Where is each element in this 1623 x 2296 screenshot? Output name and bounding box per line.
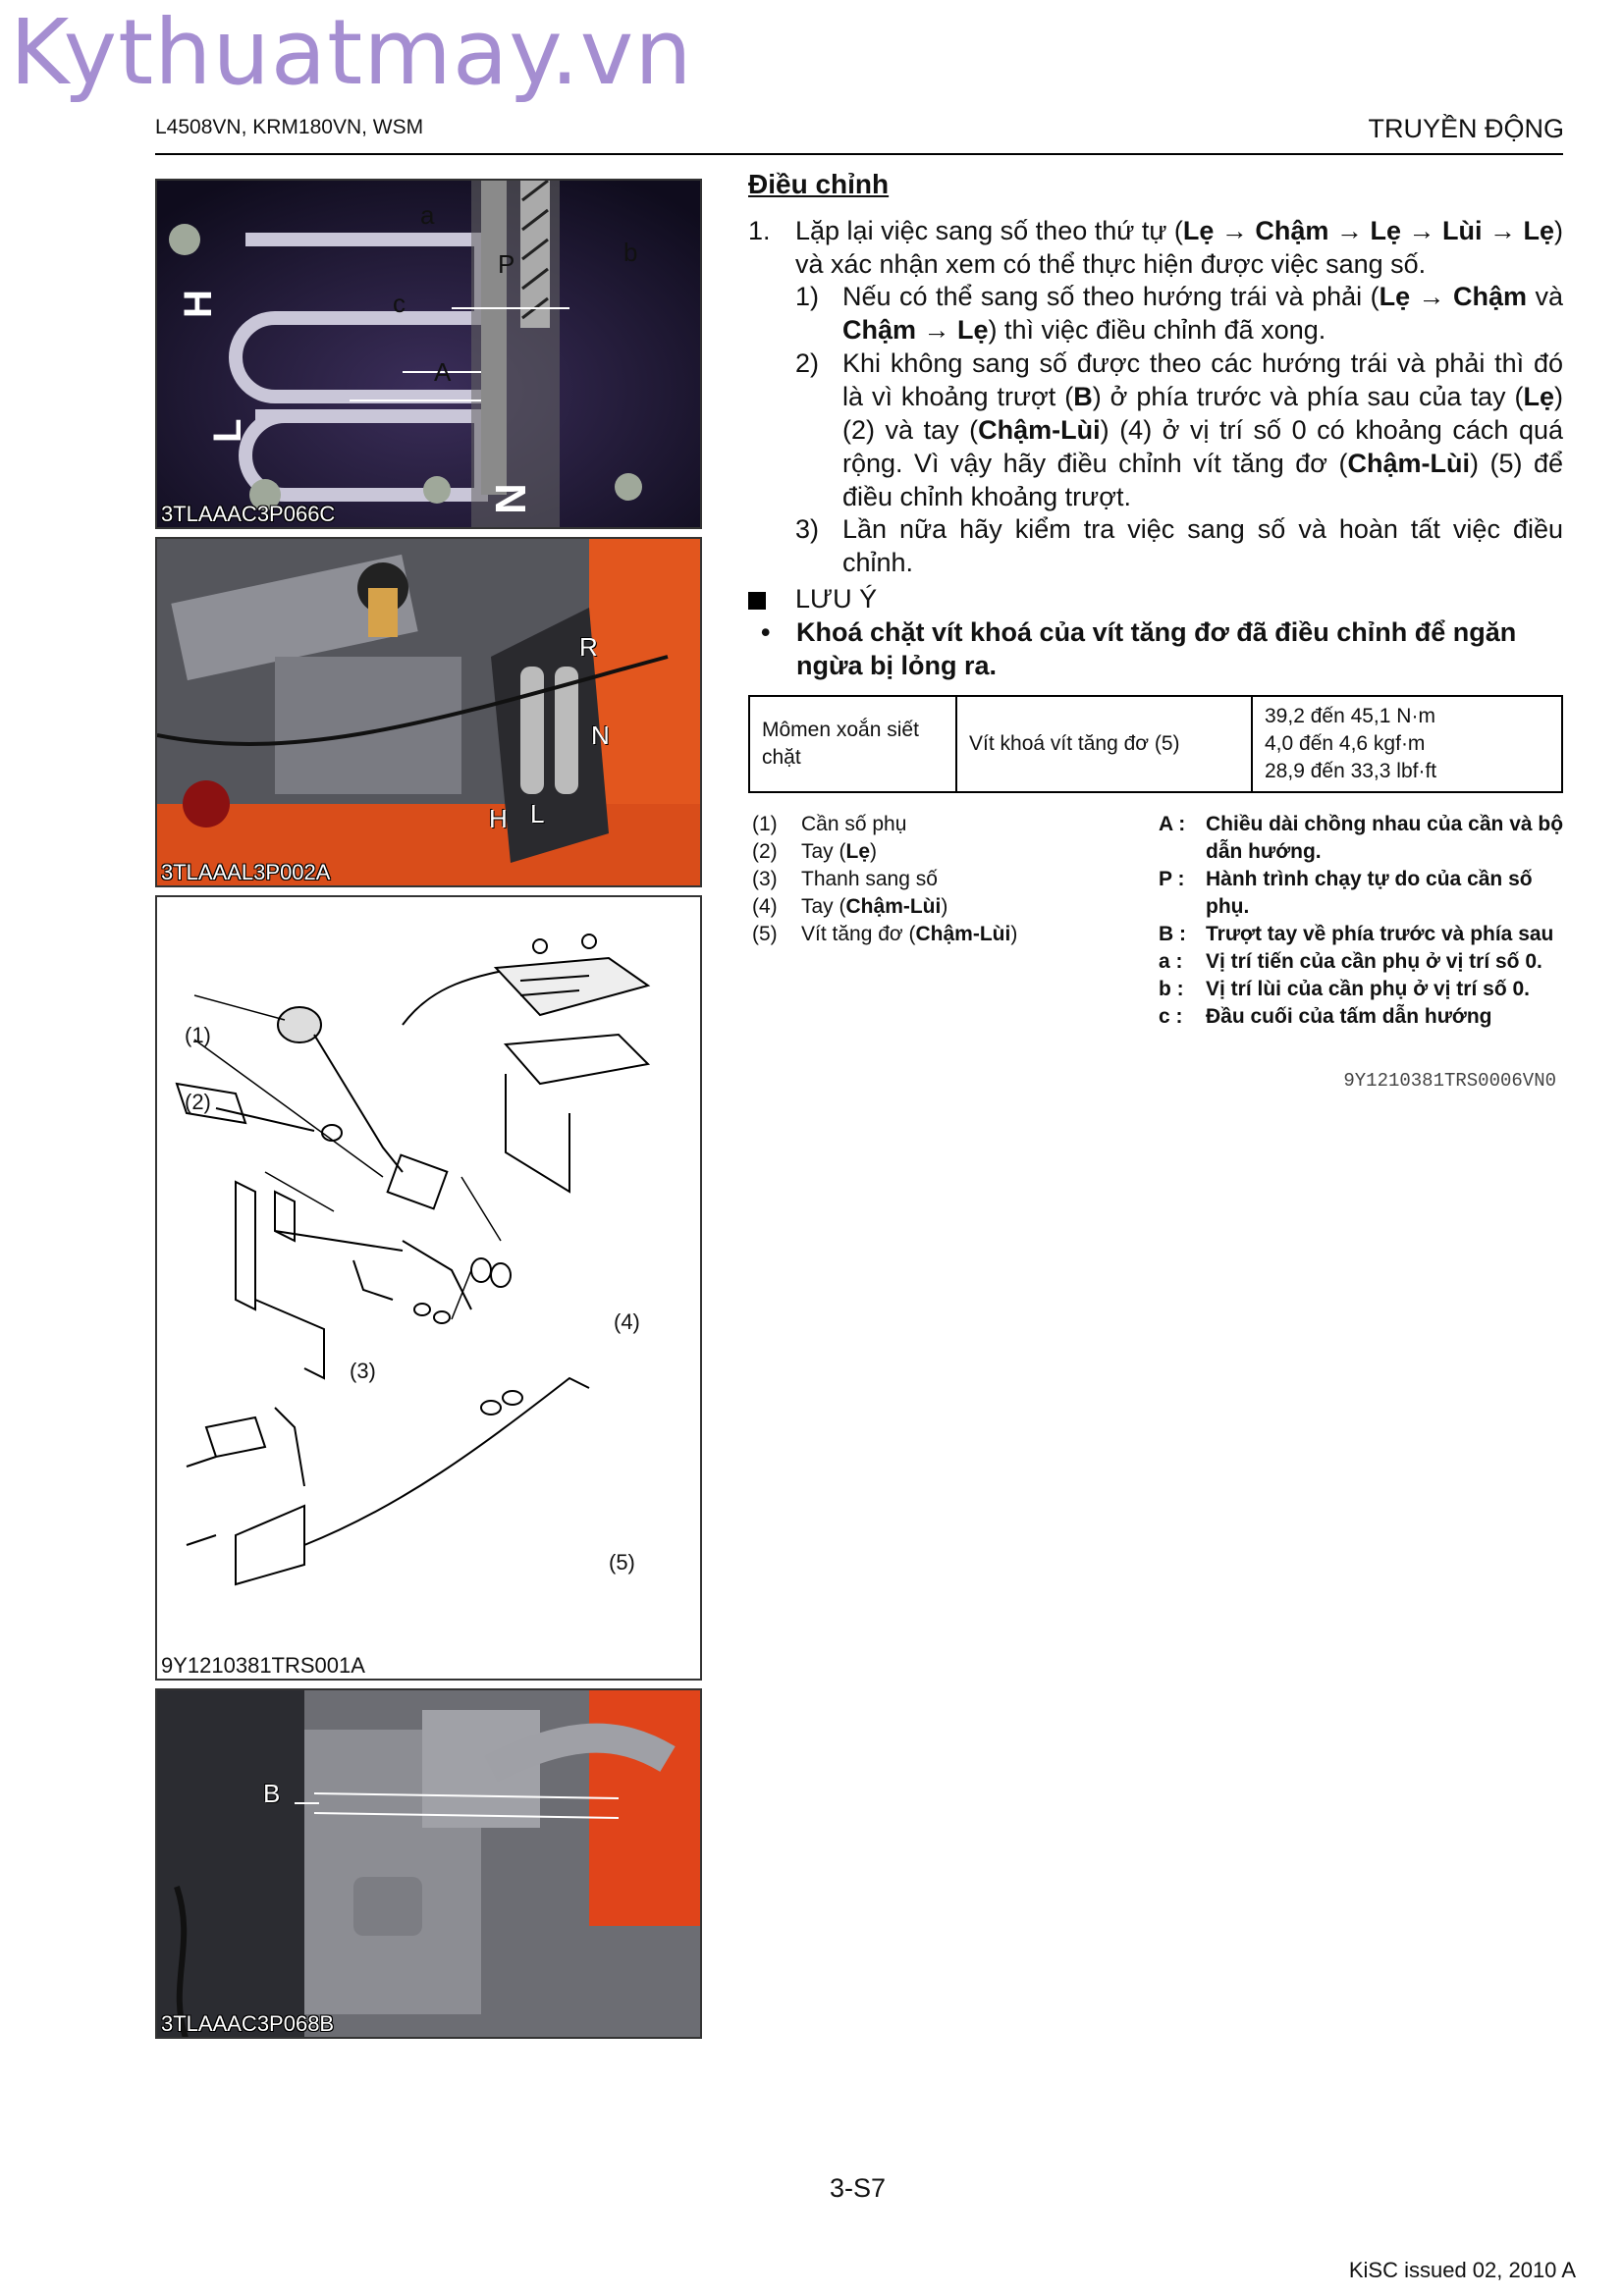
legend-row (752, 811, 1017, 838)
svg-text:N: N (487, 483, 535, 514)
exploded-linkage-drawing (157, 897, 702, 1653)
note-item (761, 615, 1563, 682)
substep-3 (795, 512, 1563, 579)
legend-row (752, 866, 1017, 893)
substep-number: 1) (795, 282, 820, 311)
text-run-bold: Chậm-Lùi (978, 415, 1101, 445)
callout-c: c (393, 289, 406, 318)
text-run: ) ở phía trước và phía sau của tay ( (1092, 382, 1524, 411)
gate-label-L: L (530, 799, 545, 828)
sliding-gap-photo (157, 1690, 702, 2039)
text-run: ) (5) để điều chỉnh khoảng trượt. (842, 449, 1563, 511)
figure-exploded-diagram (155, 895, 702, 1681)
legend-key: a : (1159, 950, 1183, 973)
legend-text: Tay ( (801, 840, 846, 863)
gate-label-H: H (489, 804, 508, 833)
svg-text:H: H (177, 290, 220, 318)
substep-1 (795, 280, 1563, 347)
figure-code-label: 3TLAAAL3P002A (161, 860, 331, 884)
legend-text-bold: Lẹ (845, 840, 871, 863)
text-run-bold: Lẹ (1523, 382, 1555, 411)
legend-text: Vị trí lùi của cần phụ ở vị trí số 0. (1206, 978, 1531, 1000)
legend-key: c : (1159, 1005, 1183, 1028)
torque-value-lbfft: 28,9 đến 33,3 lbf·ft (1265, 760, 1437, 782)
step-number: 1. (748, 216, 771, 245)
page-number: 3-S7 (830, 2173, 887, 2203)
figure-code-label: 3TLAAAC3P068B (161, 2011, 335, 2036)
legend-row (752, 921, 1017, 948)
text-run: Lặp lại việc sang số theo thứ tự ( (795, 216, 1183, 245)
callout-A: A (434, 357, 452, 387)
legend-text: Chiều dài chồng nhau của cần và bộ dẫn hướng. (1206, 813, 1564, 863)
torque-label: Mômen xoắn siết chặt (749, 696, 956, 792)
header-model: L4508VN, KRM180VN, WSM (155, 116, 424, 138)
legend-row (1159, 811, 1566, 866)
text-run-bold: B (1073, 382, 1093, 411)
parts-legend (752, 811, 1017, 948)
legend-row (752, 838, 1017, 866)
substep-number: 2) (795, 348, 820, 378)
legend-text: Cần số phụ (801, 813, 907, 835)
callout-p: P (498, 249, 515, 279)
torque-table (748, 695, 1563, 793)
issue-info: KiSC issued 02, 2010 A (1348, 2258, 1576, 2282)
substep-number: 3) (795, 514, 820, 544)
header-divider (155, 153, 1563, 155)
legend-num: (5) (752, 923, 778, 945)
text-run-bold: Chậm-Lùi (1347, 449, 1470, 478)
legend-text-bold: Chậm-Lùi (845, 895, 942, 918)
figure-shift-gate (155, 179, 702, 529)
legend-text: Vị trí tiến của cần phụ ở vị trí số 0. (1206, 950, 1542, 973)
text-run-bold: Lẹ → Chậm → Lẹ → Lùi → Lẹ (1182, 216, 1554, 245)
legend-text: ) (1010, 923, 1018, 945)
shift-mechanism-photo (157, 539, 702, 887)
text-run: ) thì việc điều chỉnh đã xong. (988, 315, 1326, 345)
figure-shift-mechanism (155, 537, 702, 887)
legend-num: (4) (752, 895, 778, 918)
legend-row (752, 893, 1017, 921)
note-heading (748, 584, 877, 614)
step-text (795, 214, 1563, 281)
callout-a: a (420, 200, 435, 230)
legend-text: Đầu cuối của tấm dẫn hướng (1206, 1005, 1492, 1028)
text-run: và (1527, 282, 1563, 311)
header-section: TRUYỀN ĐỘNG (1368, 114, 1564, 143)
legend-row (1159, 1003, 1566, 1031)
svg-text:L: L (206, 418, 249, 443)
legend-key: P : (1159, 868, 1185, 890)
callout-1: (1) (185, 1023, 211, 1047)
text-run: Khi không sang số được theo các hướng trái và phải thì đó là vì khoảng trượt ( (842, 348, 1563, 411)
square-bullet-icon (748, 592, 766, 610)
gate-label-N: N (591, 721, 610, 750)
legend-num: (1) (752, 813, 778, 835)
callout-b: b (623, 238, 638, 267)
substep-text (842, 280, 1563, 347)
watermark: Kythuatmay.vn (10, 0, 693, 105)
legend-num: (3) (752, 868, 778, 890)
legend-text: ) (870, 840, 878, 863)
legend-row (1159, 976, 1566, 1003)
substep-text: Lần nữa hãy kiểm tra việc sang số và hoàn tất việc điều chỉnh. (842, 514, 1563, 577)
legend-text-bold: Chậm-Lùi (915, 923, 1011, 945)
legend-text: Trượt tay về phía trước và phía sau (1206, 923, 1554, 945)
note-title: LƯU Ý (795, 584, 878, 614)
legend-key: b : (1159, 978, 1184, 1000)
text-run-bold: Lẹ → Chậm (1379, 282, 1528, 311)
letters-legend (1159, 811, 1566, 1031)
torque-value-kgfm: 4,0 đến 4,6 kgf·m (1265, 732, 1426, 755)
legend-text: Thanh sang số (801, 868, 938, 890)
callout-2: (2) (185, 1090, 211, 1114)
text-run-bold: Chậm → Lẹ (842, 315, 989, 345)
bullet-icon: • (761, 617, 771, 647)
legend-num: (2) (752, 840, 778, 863)
callout-3: (3) (350, 1359, 376, 1383)
text-run: ) (2) và tay ( (842, 382, 1564, 445)
legend-key: B : (1159, 923, 1186, 945)
step-1 (748, 214, 1563, 281)
text-run: ) (4) ở vị trí số 0 có khoảng cách quá rộng. Vì vậy hãy điều chỉnh vít tăng đơ ( (842, 415, 1563, 478)
note-text: Khoá chặt vít khoá của vít tăng đơ đã điều chỉnh để ngăn ngừa bị lỏng ra. (796, 617, 1517, 680)
substep-text (842, 347, 1563, 513)
section-title: Điều chỉnh (748, 169, 890, 199)
legend-row (1159, 921, 1566, 948)
legend-text: ) (941, 895, 948, 918)
callout-5: (5) (609, 1550, 635, 1575)
legend-text: Tay ( (801, 895, 846, 918)
legend-text: Vít tăng đơ ( (801, 923, 916, 945)
document-code: 9Y1210381TRS0006VN0 (1343, 1070, 1556, 1092)
torque-item: Vít khoá vít tăng đơ (5) (956, 696, 1252, 792)
legend-row (1159, 866, 1566, 921)
callout-B: B (263, 1779, 281, 1808)
figure-code-label: 3TLAAAC3P066C (161, 502, 336, 526)
text-run: Nếu có thể sang số theo hướng trái và phải ( (842, 282, 1380, 311)
torque-values (1252, 696, 1562, 792)
legend-text: Hành trình chạy tự do của cần số phụ. (1206, 868, 1533, 918)
callout-4: (4) (614, 1309, 640, 1334)
shift-gate-photo (157, 181, 702, 529)
torque-value-nm: 39,2 đến 45,1 N·m (1265, 705, 1435, 727)
legend-key: A : (1159, 813, 1186, 835)
figure-code-label: 9Y1210381TRS001A (161, 1653, 365, 1678)
gate-label-R: R (579, 632, 598, 662)
legend-row (1159, 948, 1566, 976)
text-run: ) và xác nhận xem có thể thực hiện được việc sang số. (795, 216, 1563, 279)
substep-2 (795, 347, 1563, 513)
figure-sliding-gap (155, 1688, 702, 2039)
